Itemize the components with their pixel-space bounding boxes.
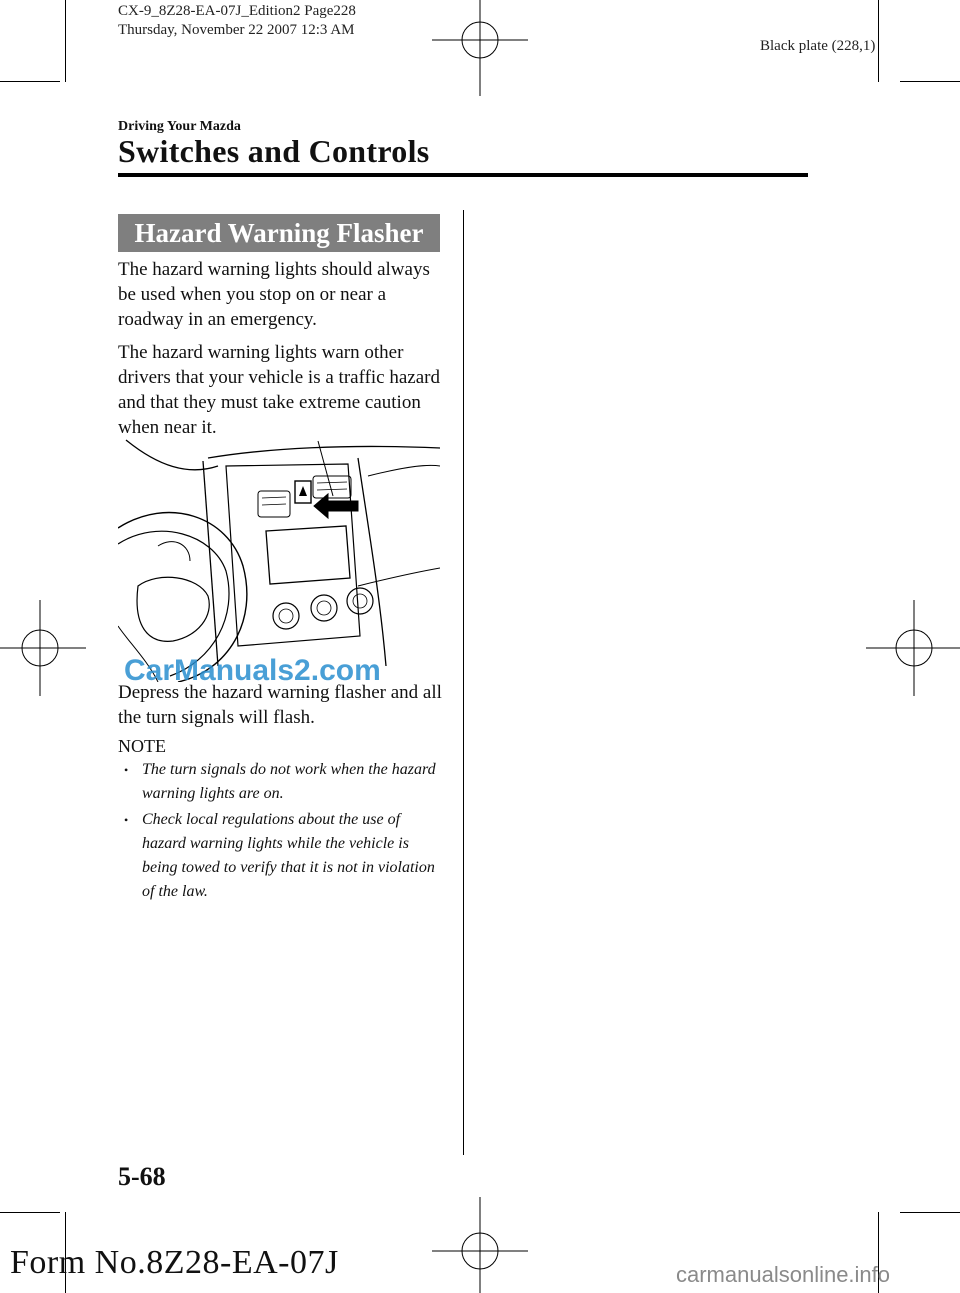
- title-rule: [118, 173, 808, 177]
- note-label: NOTE: [118, 736, 166, 756]
- registration-mark-icon: [0, 600, 86, 696]
- crop-mark: [0, 81, 60, 82]
- section-banner: Hazard Warning Flasher: [118, 214, 440, 252]
- footer-watermark: carmanualsonline.info: [676, 1262, 891, 1287]
- bullet-icon: •: [124, 813, 129, 827]
- registration-mark-icon: [866, 600, 960, 696]
- paragraph-instruction: Depress the hazard warning flasher and all the turn signals will flash.: [118, 682, 442, 728]
- page-title: Switches and Controls: [118, 133, 430, 169]
- print-header-file: CX-9_8Z28-EA-07J_Edition2 Page228: [118, 3, 356, 19]
- list-item: [124, 808, 444, 904]
- list-item: [124, 758, 444, 806]
- hazard-flasher-illustration: [118, 436, 440, 682]
- crop-mark: [65, 0, 66, 82]
- print-header: [118, 2, 356, 40]
- note-text: Check local regulations about the use of hazard warning lights while the vehicle is being towed to verify that it is not in violation of the law.: [142, 811, 435, 900]
- illustration-watermark: CarManuals2.com: [124, 654, 381, 682]
- crop-mark: [0, 1212, 60, 1213]
- bullet-icon: •: [124, 763, 129, 777]
- plate-label: Black plate (228,1): [760, 38, 876, 54]
- form-number: Form No.8Z28-EA-07J: [10, 1244, 339, 1281]
- crop-mark: [900, 1212, 960, 1213]
- page-number: 5-68: [118, 1162, 166, 1191]
- print-header-date: Thursday, November 22 2007 12:3 AM: [118, 22, 355, 38]
- registration-mark-icon: [432, 0, 528, 96]
- paragraph-warning: The hazard warning lights warn other drivers that your vehicle is a traffic hazard and that they must take extreme caution when near it.: [118, 342, 440, 438]
- section-label: Driving Your Mazda: [118, 119, 241, 134]
- column-divider: [463, 210, 464, 1155]
- note-text: The turn signals do not work when the hazard warning lights are on.: [142, 761, 436, 802]
- crop-mark: [900, 81, 960, 82]
- note-list: [124, 758, 444, 906]
- paragraph-intro: The hazard warning lights should always be used when you stop on or near a roadway in an emergency.: [118, 259, 430, 330]
- registration-mark-icon: [432, 1197, 528, 1293]
- crop-mark: [878, 0, 879, 82]
